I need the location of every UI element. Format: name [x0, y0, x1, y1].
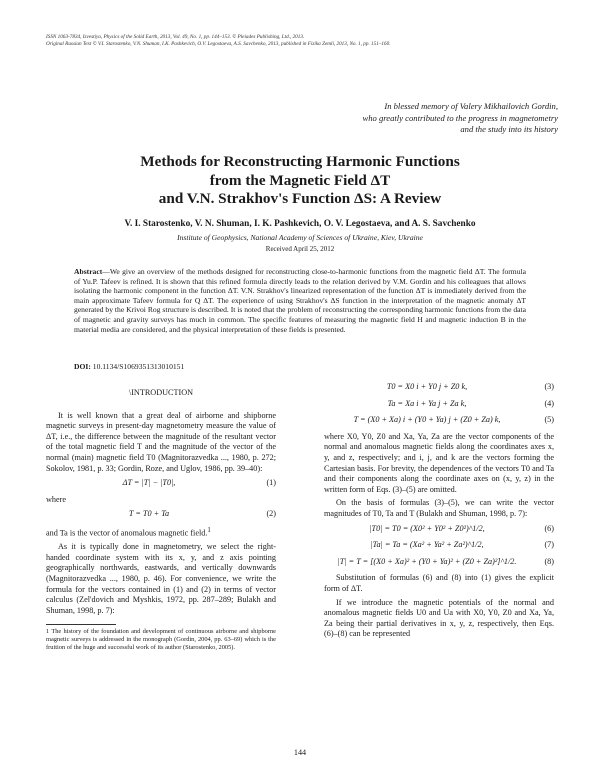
equation-6-number: (6) [544, 523, 554, 533]
doi-label: DOI: [74, 362, 91, 371]
journal-header [46, 34, 566, 48]
authors: V. I. Starostenko, V. N. Shuman, I. K. Pashkevich, O. V. Legostaeva, and A. S. Savchenko [124, 219, 476, 229]
doi[interactable] [74, 362, 184, 371]
equation-1-number: (1) [266, 478, 276, 488]
footnote-divider [46, 624, 116, 625]
doi-value[interactable]: 10.1134/S1069351313010151 [92, 362, 185, 371]
equation-1-body: ΔT = |T| − |T0|, [122, 478, 176, 488]
dedication-line-3: and the study into its history [460, 124, 558, 135]
equation-7-number: (7) [544, 540, 554, 550]
body-paragraph-2: On the basis of formulas (3)–(5), we can write the vector magnitudes of T0, Ta and T (Bulakh and Shuman, 1998, p. 7): [324, 498, 554, 518]
equation-7-body: |Ta| = Ta = (Xa² + Ya² + Za²)^1/2, [370, 540, 484, 550]
left-column [46, 378, 276, 652]
body-paragraph-1: where X0, Y0, Z0 and Xa, Ya, Za are the vector components of the normal and anomalous magnetic fields along the coordinates axes x, y, and z, respectively; and i, j, and k are the vectors forming the Cartesian basis. For brevity, the dependences of the vectors T0 and Ta and their components along the coordinate axes on (x, y, z) in the written form of Eqs. (3)–(5) are omitted. [324, 431, 554, 494]
title-line-2: from the Magnetic Field ΔT [209, 171, 391, 189]
equation-3 [324, 382, 554, 393]
equation-2 [46, 509, 276, 520]
equation-8-body: |T| = T = [(X0 + Xa)² + (Y0 + Ya)² + (Z0 + Za)²]^1/2. [337, 556, 517, 566]
equation-3-number: (3) [544, 382, 554, 391]
body-paragraph-4: If we introduce the magnetic potentials of the normal and anomalous magnetic fields U0 and Ua with X0, Y0, Z0 and Xa, Ya, Za being their partial derivatives in x, y, z, respectively, then Eqs. (6)–(8) can be represented [324, 597, 554, 639]
received-date: Received April 25, 2012 [265, 245, 335, 253]
footnote: 1 The history of the foundation and development of continuous airborne and shipborne magnetic surveys is addressed in the monograph (Gordin, 2004, pp. 63–69) which is the fruition of the huge and successful work of its author (Starostenko, 2005). [46, 628, 276, 652]
equation-5-body: T = (X0 + Xa) i + (Y0 + Ya) j + (Z0 + Za) k, [353, 415, 501, 425]
abstract [74, 267, 526, 334]
dedication-line-2: who greatly contributed to the progress in magnetometry [362, 112, 558, 123]
dedication-line-1: In blessed memory of Valery Mikhailovich Gordin, [384, 101, 558, 111]
page-number: 144 [293, 748, 307, 757]
equation-8 [324, 557, 554, 568]
header-line-2: Original Russian Text © V.I. Starostenko, V.N. Shuman, I.K. Pashkevich, O.V. Legostaeva, A.S. Savchenko, 2013, published in Fizika Zemli, 2013, No. 1, pp. 151–160. [46, 41, 391, 47]
intro-paragraph-2-text: and Ta is the vector of anomalous magnetic field. [46, 528, 208, 538]
equation-5 [324, 415, 554, 426]
equation-5-number: (5) [544, 415, 554, 425]
paper-title [60, 153, 540, 209]
footnote-marker[interactable]: 1 [207, 526, 211, 534]
equation-4-body: Ta = Xa i + Ya j + Za k, [387, 398, 467, 408]
equation-4 [324, 399, 554, 410]
title-line-1: Methods for Reconstructing Harmonic Functions [140, 153, 460, 170]
abstract-label: Abstract [74, 267, 103, 276]
intro-paragraph-3: As it is typically done in magnetometry, we select the right-handed coordinate system with its x, y, and z axis pointing geographically northwards, eastwards, and vertically downwards (Magnitorazvedka ..., 1980, p. 46). For convenience, we write the formula for the vectors contained in (1) and (2) in terms of vector calculus (Zel'dovich and Myshkis, 1972, pp. 287–289; Bulakh and Shuman, 1998, p. 7): [46, 542, 276, 615]
institution: Institute of Geophysics, National Academy of Sciences of Ukraine, Kiev, Ukraine [177, 233, 423, 242]
header-line-1: ISSN 1063-7834, Izvestiya, Physics of the Solid Earth, 2013, Vol. 49, No. 1, pp. 144–153. © Pleiades Publishing, Ltd., 2013. [46, 34, 305, 40]
intro-paragraph-2 [46, 526, 276, 539]
title-line-3: and V.N. Strakhov's Function ΔS: A Review [158, 190, 442, 207]
equation-4-number: (4) [544, 398, 554, 408]
equation-3-body: T0 = X0 i + Y0 j + Z0 k, [386, 382, 468, 391]
equation-6 [324, 524, 554, 535]
section-heading-introduction: \INTRODUCTION [128, 388, 194, 397]
equation-1 [46, 478, 276, 489]
intro-paragraph-1: It is well known that a great deal of airborne and shipborne magnetic surveys in present-day magnetometry measure the value of ΔT, i.e., the difference between the magnitude of the resultant vector of the total magnetic field T and the magnitude of the vector of the normal (main) magnetic field T0 (Magnitorazvedka ..., 1980, p. 272; Sokolov, 1981, p. 33; Gordin, Roze, and Uglov, 1986, pp. 39–40): [46, 410, 276, 473]
abstract-text: —We give an overview of the methods designed for reconstructing close-to-harmonic functions from the magnetic field ΔT. The formula of Yu.P. Tafeev is refined. It is shown that this refined formula directly leads to the relation derived by V.M. Gordin and his colleagues that allows isolating the harmonic component in the function ΔT. V.N. Strakhov's linearized representation of the function ΔT is immediately derived from the main approximate Tafeev formula for Q ΔT. The experience of using Strakhov's ΔS function in the interpretation of the magnetic anomaly ΔT generated by the Krivoi Rog structure is described. It is noted that the problem of reconstructing the corresponding harmonic functions from the data of magnetic and gravity surveys has much in common. The specific features of measuring the magnetic field H and magnetic induction B in the material media are considered, and the physical interpretation of these fields is presented. [74, 267, 526, 334]
dedication [258, 101, 558, 136]
right-column [324, 378, 554, 643]
body-paragraph-3: Substitution of formulas (6) and (8) into (1) gives the explicit form of ΔT. [324, 573, 554, 593]
equation-2-body: T = T0 + Ta [128, 509, 170, 519]
equation-7 [324, 540, 554, 551]
equation-2-number: (2) [266, 509, 276, 519]
equation-6-body: |T0| = T0 = (X0² + Y0² + Z0²)^1/2, [369, 523, 485, 533]
where-label: where [46, 494, 67, 504]
equation-8-number: (8) [544, 556, 554, 566]
